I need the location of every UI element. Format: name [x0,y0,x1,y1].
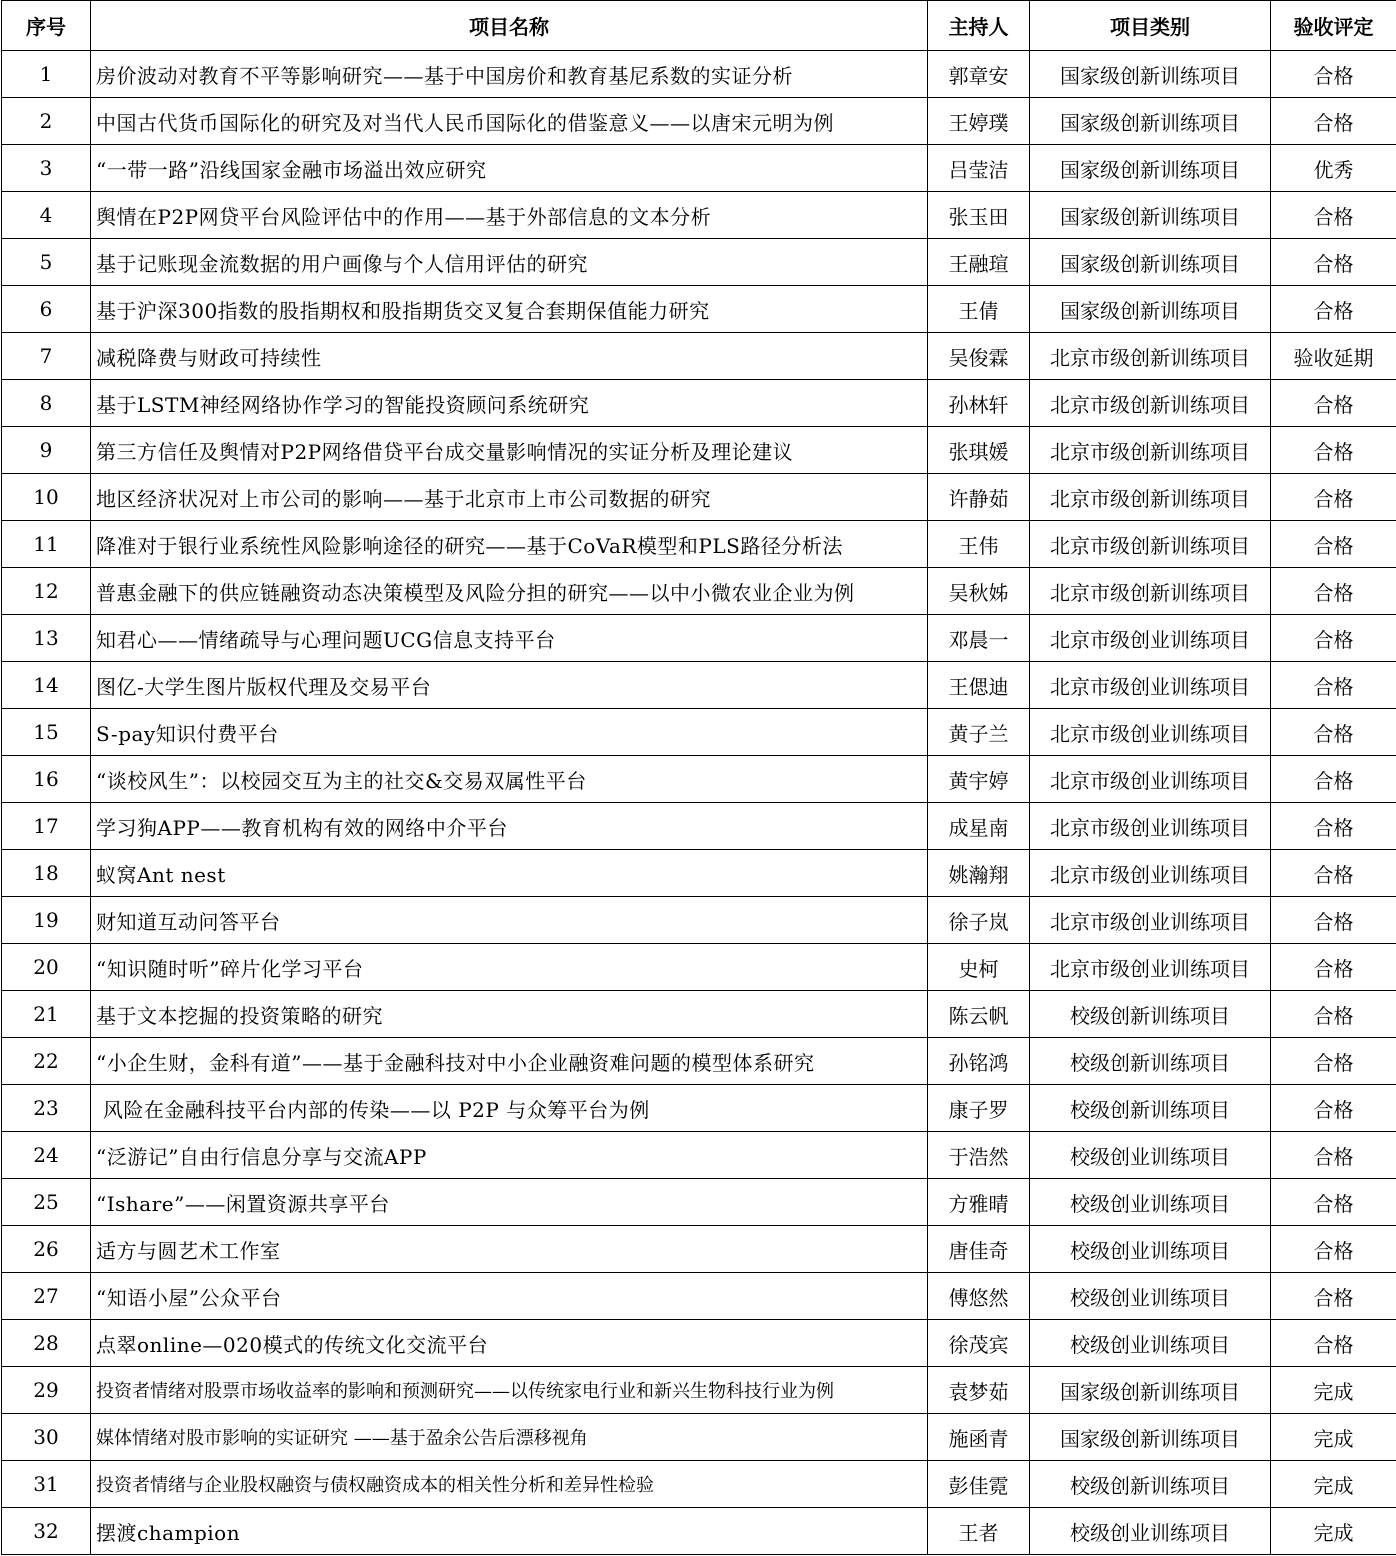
cell-name: “谈校风生”：以校园交互为主的社交&交易双属性平台 [91,756,928,803]
cell-host: 唐佳奇 [928,1226,1030,1273]
cell-host: 姚瀚翔 [928,850,1030,897]
cell-result: 合格 [1271,709,1396,756]
cell-name: 适方与圆艺术工作室 [91,1226,928,1273]
cell-category: 国家级创新训练项目 [1030,286,1271,333]
cell-category: 国家级创新训练项目 [1030,51,1271,98]
cell-no: 5 [2,239,91,286]
cell-no: 1 [2,51,91,98]
cell-no: 4 [2,192,91,239]
cell-name: 图亿-大学生图片版权代理及交易平台 [91,662,928,709]
cell-name: “一带一路”沿线国家金融市场溢出效应研究 [91,145,928,192]
cell-category: 北京市级创业训练项目 [1030,850,1271,897]
cell-result: 完成 [1271,1414,1396,1461]
cell-no: 27 [2,1273,91,1320]
cell-host: 孙铭鸿 [928,1038,1030,1085]
header-category: 项目类别 [1030,1,1271,51]
cell-name: 点翠online—020模式的传统文化交流平台 [91,1320,928,1367]
cell-host: 王偲迪 [928,662,1030,709]
cell-result: 完成 [1271,1508,1396,1555]
cell-no: 7 [2,333,91,380]
cell-category: 校级创业训练项目 [1030,1320,1271,1367]
cell-no: 24 [2,1132,91,1179]
cell-name: 媒体情绪对股市影响的实证研究 ——基于盈余公告后漂移视角 [91,1414,928,1461]
cell-no: 21 [2,991,91,1038]
cell-result: 合格 [1271,1179,1396,1226]
header-host: 主持人 [928,1,1030,51]
cell-host: 于浩然 [928,1132,1030,1179]
table-row [2,1414,1396,1461]
cell-no: 20 [2,944,91,991]
cell-no: 16 [2,756,91,803]
cell-no: 23 [2,1085,91,1132]
table-row [2,803,1396,850]
cell-host: 吕莹洁 [928,145,1030,192]
cell-result: 合格 [1271,897,1396,944]
cell-name: 第三方信任及舆情对P2P网络借贷平台成交量影响情况的实证分析及理论建议 [91,427,928,474]
table-row [2,51,1396,98]
cell-category: 国家级创新训练项目 [1030,1414,1271,1461]
cell-category: 北京市级创新训练项目 [1030,521,1271,568]
cell-category: 校级创业训练项目 [1030,1132,1271,1179]
cell-result: 合格 [1271,1085,1396,1132]
cell-category: 北京市级创新训练项目 [1030,380,1271,427]
cell-name: 普惠金融下的供应链融资动态决策模型及风险分担的研究——以中小微农业企业为例 [91,568,928,615]
cell-no: 12 [2,568,91,615]
cell-host: 邓晨一 [928,615,1030,662]
cell-name: 知君心——情绪疏导与心理问题UCG信息支持平台 [91,615,928,662]
cell-category: 北京市级创新训练项目 [1030,568,1271,615]
cell-no: 29 [2,1367,91,1414]
cell-name: 基于LSTM神经网络协作学习的智能投资顾问系统研究 [91,380,928,427]
cell-no: 10 [2,474,91,521]
cell-no: 15 [2,709,91,756]
cell-host: 方雅晴 [928,1179,1030,1226]
cell-result: 合格 [1271,662,1396,709]
cell-no: 9 [2,427,91,474]
cell-category: 北京市级创业训练项目 [1030,662,1271,709]
cell-category: 校级创新训练项目 [1030,1461,1271,1508]
projects-table [1,0,1396,1555]
cell-result: 合格 [1271,991,1396,1038]
table-row [2,380,1396,427]
table-row [2,991,1396,1038]
cell-no: 26 [2,1226,91,1273]
cell-category: 校级创业训练项目 [1030,1226,1271,1273]
cell-name: 投资者情绪与企业股权融资与债权融资成本的相关性分析和差异性检验 [91,1461,928,1508]
cell-host: 徐子岚 [928,897,1030,944]
cell-result: 合格 [1271,474,1396,521]
cell-no: 19 [2,897,91,944]
header-row [2,1,1396,51]
cell-no: 30 [2,1414,91,1461]
table-row [2,709,1396,756]
cell-name: “泛游记”自由行信息分享与交流APP [91,1132,928,1179]
cell-result: 合格 [1271,1320,1396,1367]
cell-name: “知语小屋”公众平台 [91,1273,928,1320]
cell-no: 6 [2,286,91,333]
cell-result: 合格 [1271,192,1396,239]
cell-name: 中国古代货币国际化的研究及对当代人民币国际化的借鉴意义——以唐宋元明为例 [91,98,928,145]
cell-host: 袁梦茹 [928,1367,1030,1414]
header-result: 验收评定 [1271,1,1396,51]
cell-host: 吴俊霖 [928,333,1030,380]
cell-name: 降准对于银行业系统性风险影响途径的研究——基于CoVaR模型和PLS路径分析法 [91,521,928,568]
cell-result: 合格 [1271,615,1396,662]
table-row [2,239,1396,286]
header-no: 序号 [2,1,91,51]
cell-result: 合格 [1271,380,1396,427]
cell-result: 合格 [1271,1226,1396,1273]
cell-category: 校级创业训练项目 [1030,1273,1271,1320]
table-row [2,1273,1396,1320]
table-row [2,615,1396,662]
table-row [2,192,1396,239]
cell-result: 验收延期 [1271,333,1396,380]
table-row [2,1085,1396,1132]
cell-no: 14 [2,662,91,709]
table-row [2,1179,1396,1226]
cell-host: 康子罗 [928,1085,1030,1132]
cell-host: 施函青 [928,1414,1030,1461]
cell-no: 2 [2,98,91,145]
cell-category: 北京市级创新训练项目 [1030,474,1271,521]
cell-name: 投资者情绪对股票市场收益率的影响和预测研究——以传统家电行业和新兴生物科技行业为例 [91,1367,928,1414]
cell-host: 张琪媛 [928,427,1030,474]
cell-host: 孙林轩 [928,380,1030,427]
cell-no: 32 [2,1508,91,1555]
cell-host: 郭章安 [928,51,1030,98]
cell-result: 完成 [1271,1461,1396,1508]
cell-name: 学习狗APP——教育机构有效的网络中介平台 [91,803,928,850]
table-row [2,333,1396,380]
table-row [2,568,1396,615]
table-row [2,1226,1396,1273]
cell-no: 8 [2,380,91,427]
cell-category: 北京市级创业训练项目 [1030,756,1271,803]
cell-result: 合格 [1271,427,1396,474]
cell-name: 基于文本挖掘的投资策略的研究 [91,991,928,1038]
cell-no: 31 [2,1461,91,1508]
cell-host: 史柯 [928,944,1030,991]
cell-name: “小企生财，金科有道”——基于金融科技对中小企业融资难问题的模型体系研究 [91,1038,928,1085]
cell-host: 王婷璞 [928,98,1030,145]
table-row [2,521,1396,568]
cell-host: 彭佳霓 [928,1461,1030,1508]
cell-name: 摆渡champion [91,1508,928,1555]
cell-name: 地区经济状况对上市公司的影响——基于北京市上市公司数据的研究 [91,474,928,521]
cell-host: 张玉田 [928,192,1030,239]
cell-result: 合格 [1271,944,1396,991]
cell-category: 国家级创新训练项目 [1030,98,1271,145]
cell-host: 王者 [928,1508,1030,1555]
cell-category: 校级创新训练项目 [1030,1085,1271,1132]
table-row [2,286,1396,333]
cell-result: 合格 [1271,51,1396,98]
table-row [2,1320,1396,1367]
table-row [2,427,1396,474]
cell-result: 合格 [1271,803,1396,850]
cell-category: 北京市级创业训练项目 [1030,944,1271,991]
cell-category: 校级创新训练项目 [1030,1038,1271,1085]
cell-result: 合格 [1271,756,1396,803]
cell-no: 11 [2,521,91,568]
cell-no: 22 [2,1038,91,1085]
cell-result: 合格 [1271,1132,1396,1179]
cell-host: 黄子兰 [928,709,1030,756]
cell-host: 吴秋姊 [928,568,1030,615]
cell-result: 优秀 [1271,145,1396,192]
cell-host: 傅悠然 [928,1273,1030,1320]
cell-host: 徐茂宾 [928,1320,1030,1367]
cell-category: 北京市级创新训练项目 [1030,333,1271,380]
cell-name: “知识随时听”碎片化学习平台 [91,944,928,991]
table-row [2,1132,1396,1179]
cell-category: 国家级创新训练项目 [1030,1367,1271,1414]
cell-host: 王伟 [928,521,1030,568]
cell-category: 北京市级创业训练项目 [1030,803,1271,850]
cell-result: 合格 [1271,850,1396,897]
cell-name: 减税降费与财政可持续性 [91,333,928,380]
table-row [2,897,1396,944]
cell-host: 成星南 [928,803,1030,850]
cell-category: 国家级创新训练项目 [1030,192,1271,239]
table-row [2,1508,1396,1555]
cell-name: 风险在金融科技平台内部的传染——以 P2P 与众筹平台为例 [91,1085,928,1132]
table-row [2,756,1396,803]
table-row [2,1461,1396,1508]
cell-result: 合格 [1271,1273,1396,1320]
cell-category: 国家级创新训练项目 [1030,145,1271,192]
cell-no: 3 [2,145,91,192]
table-body [2,51,1396,1555]
cell-category: 北京市级创新训练项目 [1030,427,1271,474]
cell-result: 合格 [1271,568,1396,615]
table-row [2,662,1396,709]
cell-host: 许静茹 [928,474,1030,521]
cell-host: 王倩 [928,286,1030,333]
table-row [2,944,1396,991]
table-row [2,145,1396,192]
table-row [2,850,1396,897]
table-row [2,474,1396,521]
cell-name: 基于沪深300指数的股指期权和股指期货交叉复合套期保值能力研究 [91,286,928,333]
cell-no: 25 [2,1179,91,1226]
table-row [2,1367,1396,1414]
cell-host: 黄宇婷 [928,756,1030,803]
cell-name: 基于记账现金流数据的用户画像与个人信用评估的研究 [91,239,928,286]
cell-result: 合格 [1271,521,1396,568]
cell-category: 校级创新训练项目 [1030,991,1271,1038]
cell-no: 18 [2,850,91,897]
cell-category: 北京市级创业训练项目 [1030,897,1271,944]
cell-category: 校级创业训练项目 [1030,1508,1271,1555]
cell-no: 13 [2,615,91,662]
cell-category: 国家级创新训练项目 [1030,239,1271,286]
cell-no: 17 [2,803,91,850]
cell-result: 合格 [1271,1038,1396,1085]
cell-name: “Ishare”——闲置资源共享平台 [91,1179,928,1226]
table-row [2,98,1396,145]
cell-name: S-pay知识付费平台 [91,709,928,756]
cell-name: 房价波动对教育不平等影响研究——基于中国房价和教育基尼系数的实证分析 [91,51,928,98]
cell-name: 蚁窝Ant nest [91,850,928,897]
cell-host: 王融瑄 [928,239,1030,286]
cell-category: 校级创业训练项目 [1030,1179,1271,1226]
cell-result: 合格 [1271,98,1396,145]
cell-name: 舆情在P2P网贷平台风险评估中的作用——基于外部信息的文本分析 [91,192,928,239]
cell-result: 合格 [1271,286,1396,333]
cell-host: 陈云帆 [928,991,1030,1038]
cell-result: 完成 [1271,1367,1396,1414]
cell-result: 合格 [1271,239,1396,286]
header-name: 项目名称 [91,1,928,51]
table-row [2,1038,1396,1085]
cell-category: 北京市级创业训练项目 [1030,615,1271,662]
cell-category: 北京市级创业训练项目 [1030,709,1271,756]
cell-no: 28 [2,1320,91,1367]
cell-name: 财知道互动问答平台 [91,897,928,944]
